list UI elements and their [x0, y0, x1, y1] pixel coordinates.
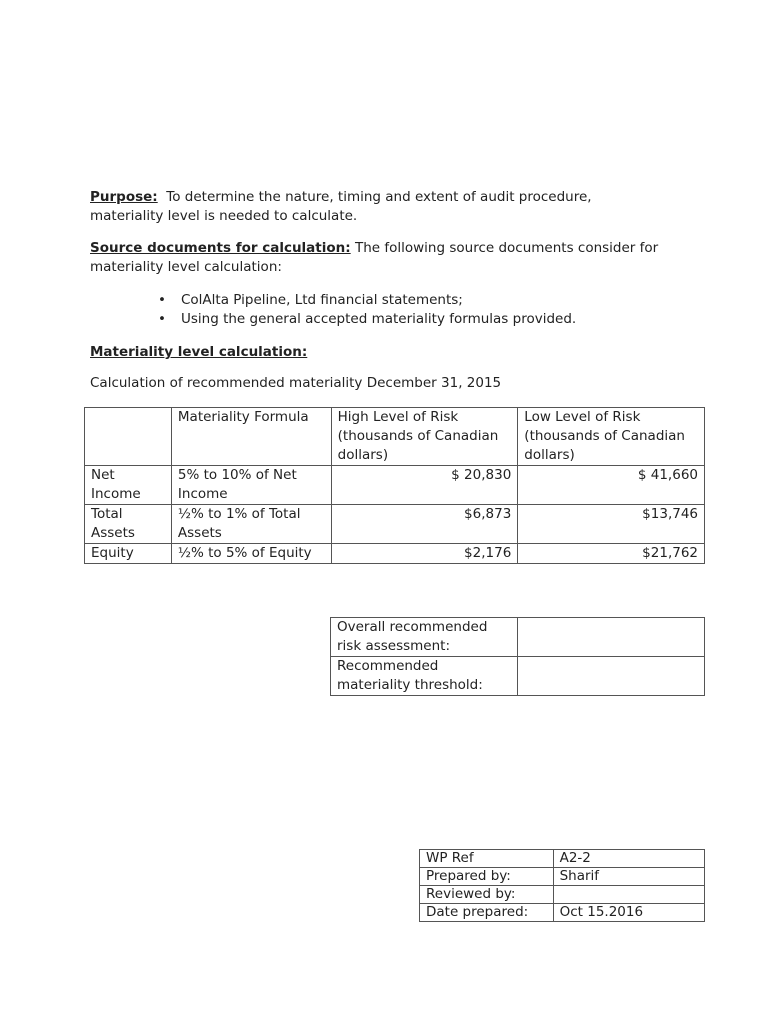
source-documents-label: Source documents for calculation: [90, 240, 351, 256]
purpose-text-line2: materiality level is needed to calculate. [90, 208, 358, 224]
row-high-risk-cell: $6,873 [331, 505, 518, 544]
reviewed-by-value [553, 886, 704, 904]
header-cell: Materiality Formula [171, 408, 331, 466]
row-low-risk-cell: $13,746 [518, 505, 705, 544]
prepared-by-value: Sharif [553, 868, 704, 886]
source-documents-paragraph [90, 239, 690, 277]
table-row [85, 466, 705, 505]
row-high-risk-cell: $ 20,830 [331, 466, 518, 505]
purpose-text-line1: To determine the nature, timing and extent of audit procedure, [166, 189, 592, 205]
source-documents-text-line2: materiality level calculation: [90, 259, 282, 275]
table-header-row [85, 408, 705, 466]
row-item-cell: Net Income [85, 466, 172, 505]
list-item: • Using the general accepted materiality formulas provided. [158, 310, 576, 329]
table-row [331, 618, 705, 657]
materiality-table [84, 407, 705, 564]
row-formula-cell: ½% to 5% of Equity [171, 544, 331, 564]
wp-ref-value: A2-2 [553, 850, 704, 868]
date-prepared-value: Oct 15.2016 [553, 904, 704, 922]
materiality-threshold-label: Recommended materiality threshold: [331, 657, 518, 696]
purpose-paragraph [90, 188, 690, 226]
row-formula-cell: ½% to 1% of Total Assets [171, 505, 331, 544]
purpose-label: Purpose: [90, 189, 158, 205]
row-low-risk-cell: $ 41,660 [518, 466, 705, 505]
risk-assessment-label: Overall recommended risk assessment: [331, 618, 518, 657]
table-row [420, 850, 705, 868]
row-item-cell: Equity [85, 544, 172, 564]
header-cell [85, 408, 172, 466]
row-high-risk-cell: $2,176 [331, 544, 518, 564]
prepared-by-label: Prepared by: [420, 868, 554, 886]
list-item: • ColAlta Pipeline, Ltd financial statements; [158, 291, 576, 310]
table-row [85, 544, 705, 564]
materiality-section-subtitle: Calculation of recommended materiality December 31, 2015 [90, 375, 502, 391]
date-prepared-label: Date prepared: [420, 904, 554, 922]
row-formula-cell: 5% to 10% of Net Income [171, 466, 331, 505]
working-paper-info-table [419, 849, 705, 922]
table-row [85, 505, 705, 544]
table-row [420, 886, 705, 904]
row-low-risk-cell: $21,762 [518, 544, 705, 564]
table-row [331, 657, 705, 696]
risk-assessment-value [518, 618, 705, 657]
risk-assessment-table [330, 617, 705, 696]
row-item-cell: Total Assets [85, 505, 172, 544]
materiality-section-heading: Materiality level calculation: [90, 344, 308, 360]
header-cell: High Level of Risk (thousands of Canadian dollars) [331, 408, 518, 466]
materiality-threshold-value [518, 657, 705, 696]
source-documents-list [158, 291, 576, 329]
header-cell: Low Level of Risk (thousands of Canadian dollars) [518, 408, 705, 466]
wp-ref-label: WP Ref [420, 850, 554, 868]
reviewed-by-label: Reviewed by: [420, 886, 554, 904]
table-row [420, 904, 705, 922]
table-row [420, 868, 705, 886]
source-documents-text-line1: The following source documents consider for [354, 240, 659, 256]
